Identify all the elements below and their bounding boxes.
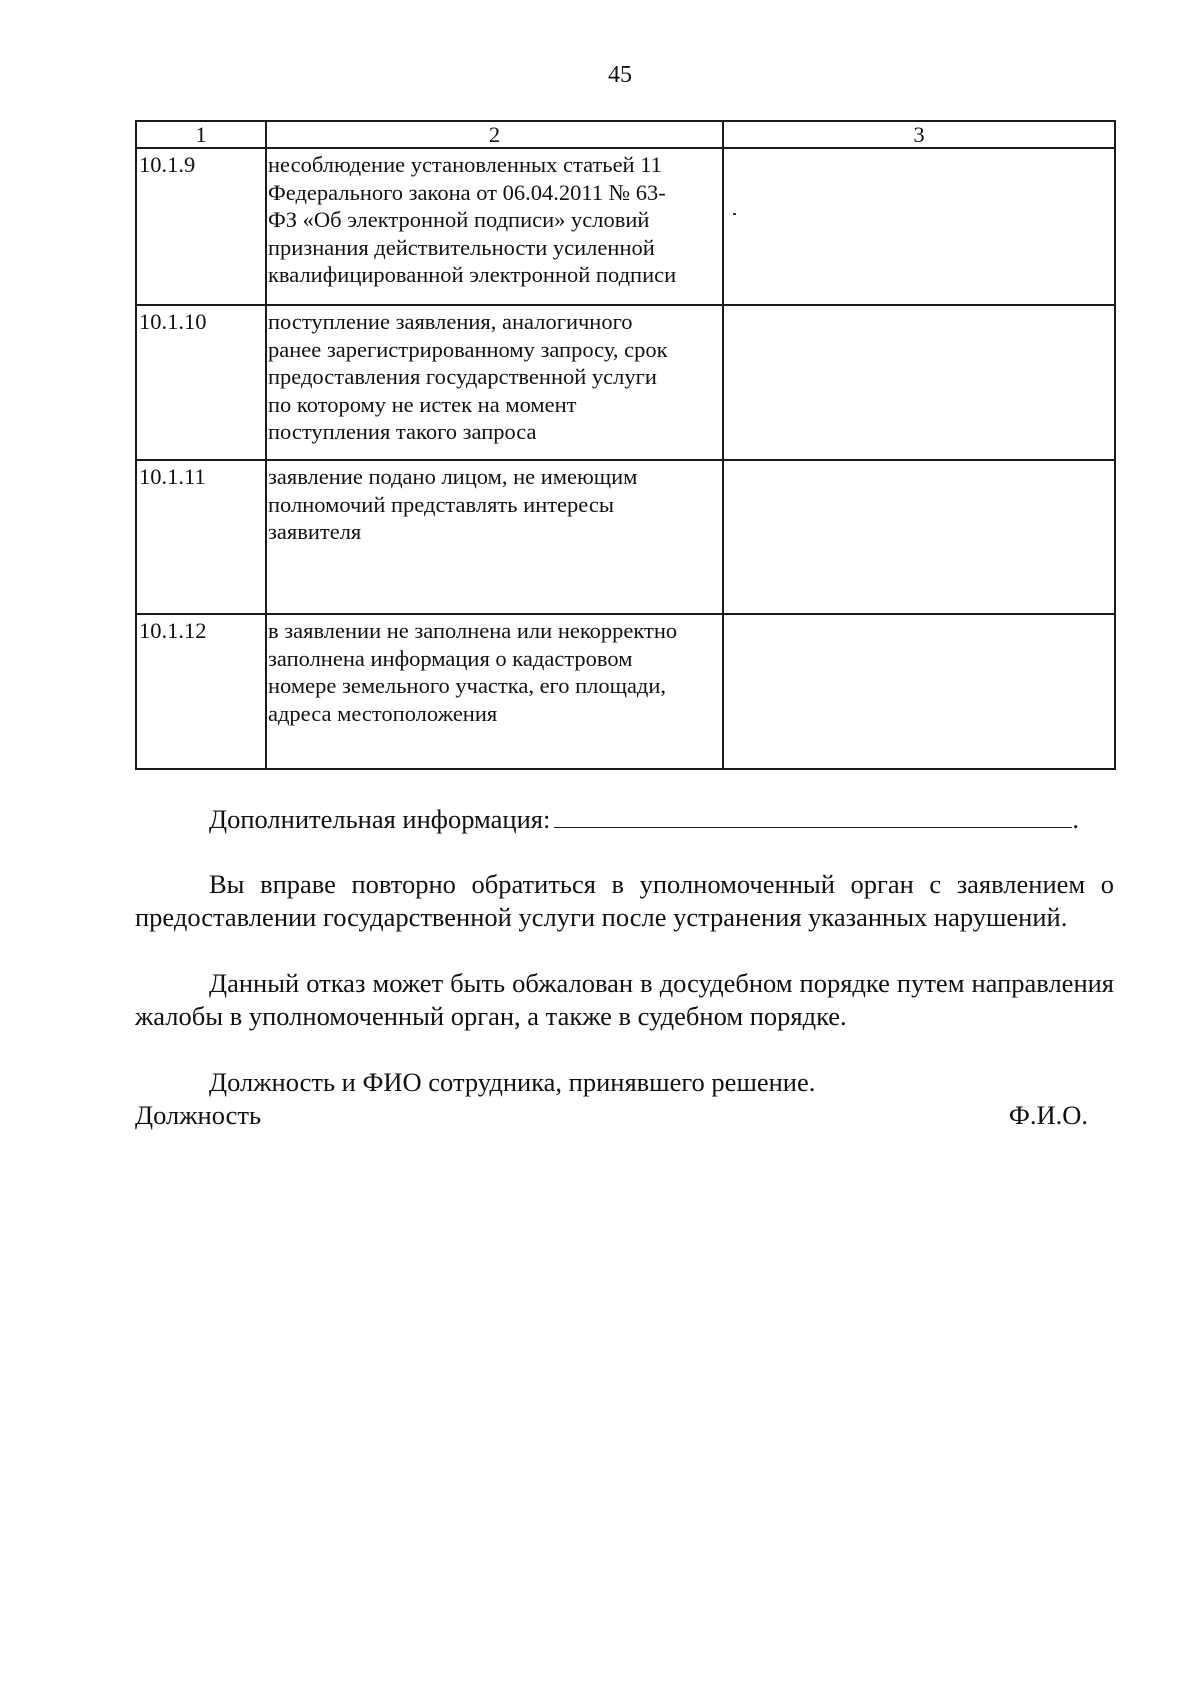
table-header-row: [136, 121, 1115, 148]
row-note: [723, 305, 1115, 460]
row-reason: [266, 460, 723, 614]
table-row: [136, 614, 1115, 769]
position-label: Должность: [135, 1100, 262, 1130]
reason-line: по которому не истек на момент: [268, 391, 577, 417]
reason-line: ранее зарегистрированному запросу, срок: [268, 336, 668, 362]
reason-line: поступление заявления, аналогичного: [268, 309, 633, 334]
additional-info-end: .: [1072, 804, 1079, 834]
row-note: [723, 460, 1115, 614]
row-note: [723, 614, 1115, 769]
row-reason: [266, 614, 723, 769]
full-name-label: Ф.И.О.: [1008, 1100, 1088, 1130]
reason-line: ФЗ «Об электронной подписи» условий: [268, 207, 650, 232]
reapply-paragraph: Вы вправе повторно обратиться в уполномоченный орган с заявлением о предоставлении государственной услуги после устранения указанных нарушений.: [135, 869, 1114, 932]
reason-line: предоставления государственной услуги: [268, 364, 657, 389]
additional-info-label: Дополнительная информация:: [209, 804, 551, 834]
row-note: [723, 148, 1115, 305]
reason-line: полномочий представлять интересы: [268, 491, 614, 517]
row-number: 10.1.9: [136, 148, 266, 305]
table-row: [136, 460, 1115, 614]
row-number: 10.1.12: [136, 614, 266, 769]
reason-line: в заявлении не заполнена или некорректно: [268, 618, 678, 643]
row-reason: [266, 305, 723, 460]
row-number: 10.1.10: [136, 305, 266, 460]
reason-line: Федерального закона от 06.04.2011 № 63-: [268, 179, 666, 205]
reason-line: заявление подано лицом, не имеющим: [268, 464, 638, 489]
signature-row: [135, 1099, 1114, 1132]
reason-line: заявителя: [268, 519, 362, 544]
additional-info-line: [135, 803, 1114, 836]
signatory-heading: Должность и ФИО сотрудника, принявшего решение.: [209, 1067, 816, 1097]
reason-line: признания действительности усиленной: [268, 234, 655, 260]
reason-line: номере земельного участка, его площади,: [268, 673, 667, 698]
table-row: [136, 148, 1115, 305]
additional-info-field[interactable]: [554, 805, 1072, 828]
reason-line: заполнена информация о кадастровом: [268, 645, 633, 671]
refusal-reasons-table: [135, 120, 1116, 770]
table-row: [136, 305, 1115, 460]
column-header-2: 2: [266, 121, 723, 148]
row-reason: [266, 148, 723, 305]
reason-line: адреса местоположения: [268, 700, 498, 726]
appeal-paragraph: Данный отказ может быть обжалован в досудебном порядке путем направления жалобы в уполномоченный орган, а также в судебном порядке.: [135, 968, 1114, 1031]
row-number: 10.1.11: [136, 460, 266, 614]
page-number: 45: [608, 62, 632, 88]
column-header-1: 1: [136, 121, 266, 148]
reason-line: квалифицированной электронной подписи: [268, 262, 677, 287]
stray-dash-mark: [733, 213, 736, 215]
reason-line: несоблюдение установленных статьей 11: [268, 152, 662, 177]
column-header-3: 3: [723, 121, 1115, 148]
reason-line: поступления такого запроса: [268, 419, 537, 444]
